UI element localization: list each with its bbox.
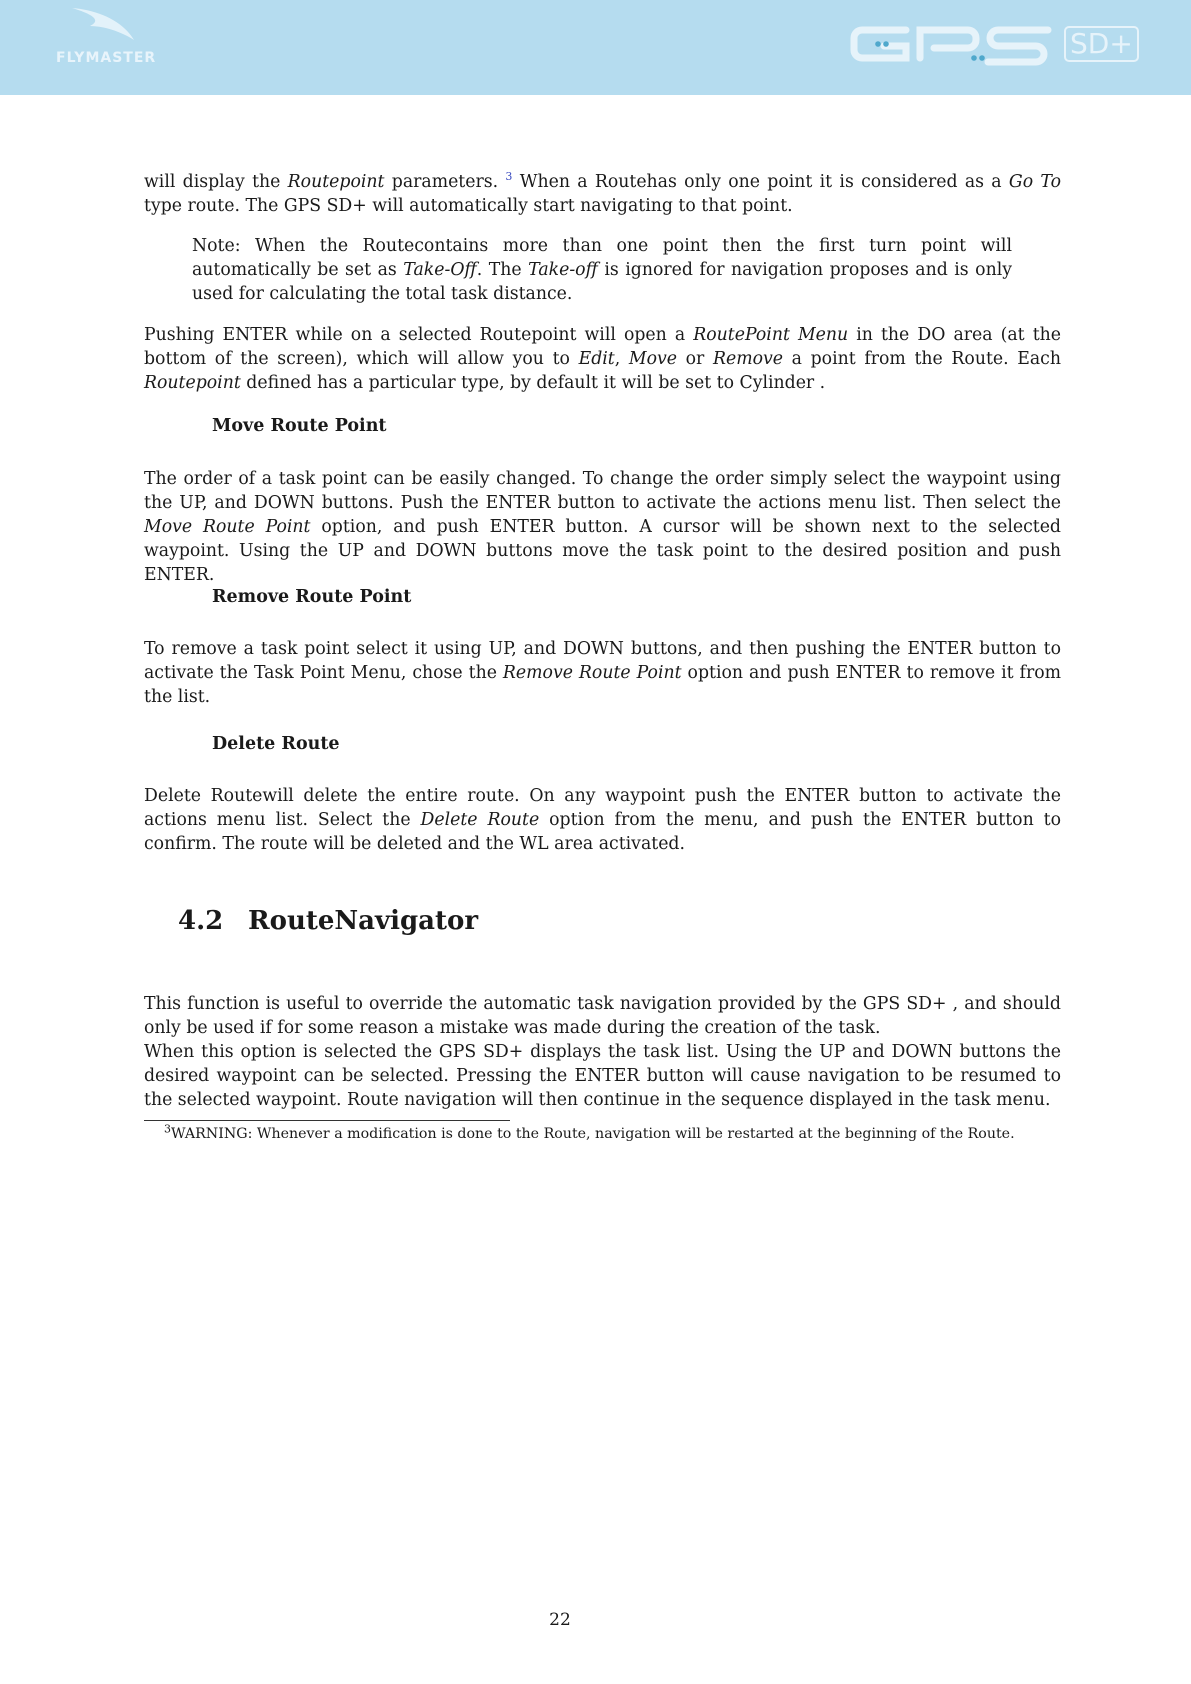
paragraph-route-navigator-usage: When this option is selected the GPS SD+ displays the task list. Using the UP and DOWN buttons the desired waypoint can be selected. Pressing the ENTER button will cause navigation to be resumed to the selected waypoint. Route navigation will then continue in the sequence displayed in the task menu. [144, 1042, 1061, 1110]
section-title: RouteNavigator [248, 906, 479, 936]
gps-logo-icon [848, 20, 1058, 68]
flymaster-logo [52, 6, 172, 70]
product-suffix: SD+ [1064, 26, 1139, 62]
paragraph-delete-route: Delete Routewill delete the entire route. On any waypoint push the ENTER button to activate the actions menu list. Select the Delete Route option from the menu, and push the ENTER button to confirm. The route will be deleted and the WL area activated. [144, 786, 1061, 854]
paragraph-routepoint-params: will display the Routepoint parameters. $^3$ When a Routehas only one point it is considered as a Go To type route. The GPS SD+ will automatically start navigating to that point. [144, 170, 1061, 216]
footnote-divider [144, 1120, 510, 1121]
note-paragraph: Note: When the Routecontains more than one point then the first turn point will automatically be set as Take-Off. The Take-off is ignored for navigation proposes and is only used for calculating the total task distance. [192, 236, 1013, 304]
paragraph-route-navigator-intro: This function is useful to override the automatic task navigation provided by the GPS SD+ , and should only be used if for some reason a mistake was made during the creation of the task. [144, 994, 1061, 1038]
section-number: 4.2 [178, 906, 224, 936]
paragraph-routepoint-menu: Pushing ENTER while on a selected Routepoint will open a RoutePoint Menu in the DO area (at the bottom of the screen), which will allow you to Edit, Move or Remove a point from the Route. Each Routepoint defined has a particular type, by default it will be set to Cylinder . [144, 325, 1062, 393]
header-band [0, 0, 1191, 95]
footnote [164, 1122, 1064, 1143]
page-number: 22 [549, 1610, 571, 1630]
paragraph-move-route-point: The order of a task point can be easily changed. To change the order simply select the waypoint using the UP, and DOWN buttons. Push the ENTER button to activate the actions menu list. Then select the Move Route Point option, and push ENTER button. A cursor will be shown next to the selected waypoint. Using the UP and DOWN buttons move the task point to the desired position and push ENTER. [144, 469, 1061, 585]
heading-move-route-point: Move Route Point [212, 416, 387, 436]
wing-icon [52, 6, 172, 56]
brand-name: FLYMASTER [56, 50, 157, 66]
paragraph-remove-route-point: To remove a task point select it using UP, and DOWN buttons, and then pushing the ENTER button to activate the Task Point Menu, chose the Remove Route Point option and push ENTER to remove it from the list. [144, 639, 1062, 707]
heading-remove-route-point: Remove Route Point [212, 587, 412, 607]
heading-delete-route: Delete Route [212, 734, 340, 754]
footnote-marker[interactable]: 3 [505, 170, 513, 184]
footnote-number: 3 [164, 1122, 171, 1136]
gps-sd-plus-logo [848, 20, 1138, 68]
footnote-text: WARNING: Whenever a modification is done to the Route, navigation will be restarted at the beginning of the Route. [171, 1126, 1015, 1142]
section-heading [178, 905, 478, 937]
